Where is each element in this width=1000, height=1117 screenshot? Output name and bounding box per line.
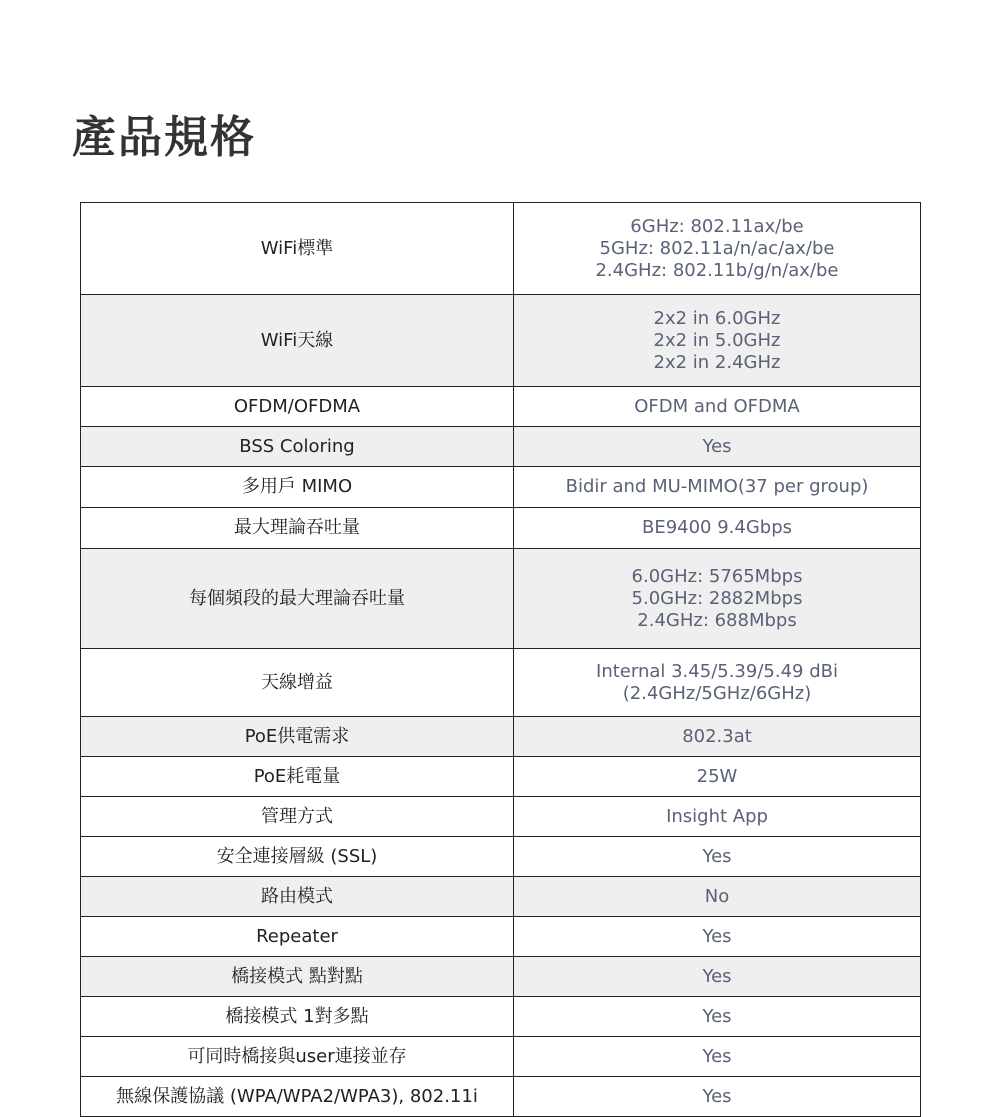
spec-value: Yes (514, 917, 921, 957)
spec-value: Yes (514, 837, 921, 877)
spec-value: Insight App (514, 797, 921, 837)
spec-label: 每個頻段的最大理論吞吐量 (81, 549, 514, 649)
spec-label: 無線保護協議 (WPA/WPA2/WPA3), 802.11i (81, 1077, 514, 1117)
spec-label: OFDM/OFDMA (81, 387, 514, 427)
spec-row (81, 877, 921, 917)
spec-label: 天線增益 (81, 649, 514, 717)
spec-row (81, 295, 921, 387)
spec-value: Internal 3.45/5.39/5.49 dBi (2.4GHz/5GHz/6GHz) (514, 649, 921, 717)
spec-value: 25W (514, 757, 921, 797)
spec-row (81, 203, 921, 295)
spec-label: 橋接模式 1對多點 (81, 997, 514, 1037)
spec-value: BE9400 9.4Gbps (514, 508, 921, 549)
spec-value: Bidir and MU-MIMO(37 per group) (514, 467, 921, 508)
spec-label: WiFi標準 (81, 203, 514, 295)
spec-row (81, 1037, 921, 1077)
spec-value: Yes (514, 1077, 921, 1117)
spec-label: 安全連接層級 (SSL) (81, 837, 514, 877)
spec-label: 管理方式 (81, 797, 514, 837)
spec-label: 橋接模式 點對點 (81, 957, 514, 997)
spec-row (81, 757, 921, 797)
spec-row (81, 508, 921, 549)
spec-value: 6GHz: 802.11ax/be 5GHz: 802.11a/n/ac/ax/be 2.4GHz: 802.11b/g/n/ax/be (514, 203, 921, 295)
spec-label: 路由模式 (81, 877, 514, 917)
spec-row (81, 1077, 921, 1117)
spec-row (81, 427, 921, 467)
spec-value: OFDM and OFDMA (514, 387, 921, 427)
spec-row (81, 549, 921, 649)
spec-row (81, 649, 921, 717)
spec-row (81, 957, 921, 997)
spec-value: Yes (514, 957, 921, 997)
spec-label: 多用戶 MIMO (81, 467, 514, 508)
spec-row (81, 837, 921, 877)
spec-table (80, 202, 921, 1117)
spec-row (81, 797, 921, 837)
spec-value: 802.3at (514, 717, 921, 757)
spec-row (81, 717, 921, 757)
spec-label: WiFi天線 (81, 295, 514, 387)
spec-label: 最大理論吞吐量 (81, 508, 514, 549)
spec-value: No (514, 877, 921, 917)
spec-row (81, 917, 921, 957)
spec-value: 2x2 in 6.0GHz 2x2 in 5.0GHz 2x2 in 2.4GHz (514, 295, 921, 387)
spec-value: Yes (514, 997, 921, 1037)
spec-row (81, 467, 921, 508)
spec-row (81, 997, 921, 1037)
spec-label: Repeater (81, 917, 514, 957)
spec-label: PoE耗電量 (81, 757, 514, 797)
spec-label: 可同時橋接與user連接並存 (81, 1037, 514, 1077)
spec-value: Yes (514, 427, 921, 467)
page-title: 產品規格 (72, 112, 256, 163)
spec-label: BSS Coloring (81, 427, 514, 467)
spec-value: Yes (514, 1037, 921, 1077)
spec-row (81, 387, 921, 427)
spec-value: 6.0GHz: 5765Mbps 5.0GHz: 2882Mbps 2.4GHz: 688Mbps (514, 549, 921, 649)
spec-label: PoE供電需求 (81, 717, 514, 757)
